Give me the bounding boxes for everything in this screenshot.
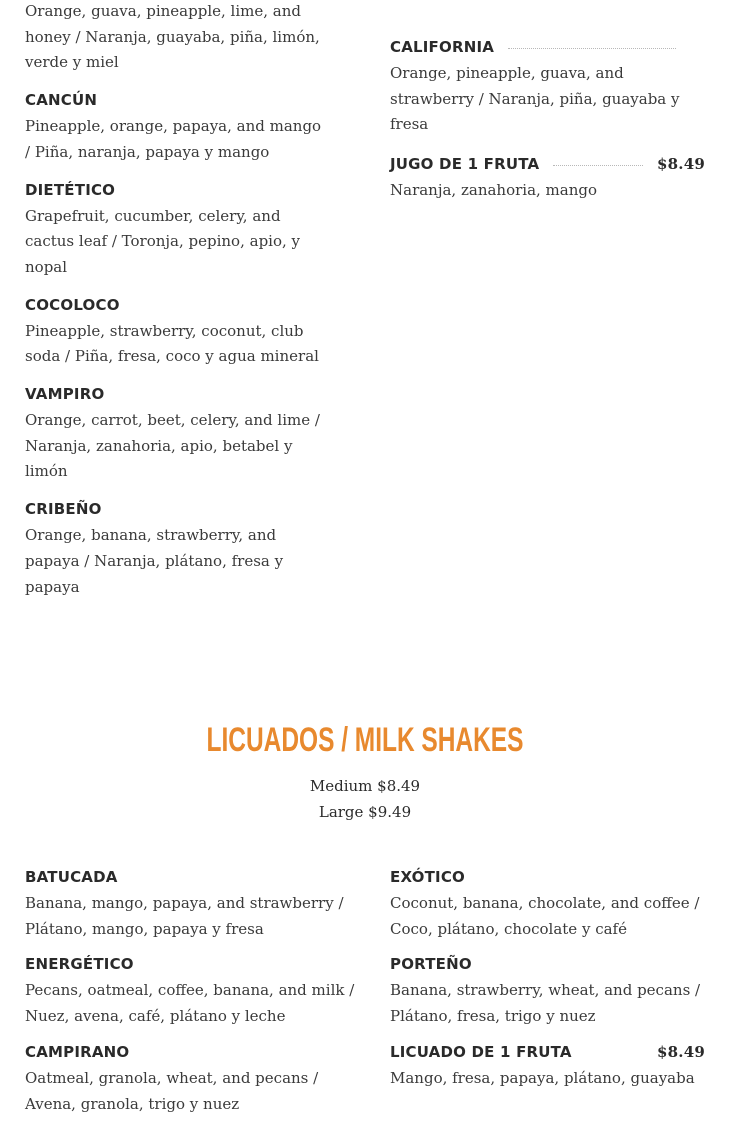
menu-item-cocoloco — [25, 295, 325, 370]
menu-item-vampiro — [25, 384, 325, 485]
leader-dots — [553, 165, 643, 166]
item-description: Naranja, zanahoria, mango — [390, 181, 598, 200]
item-name — [25, 180, 325, 200]
item-description: Orange, banana, strawberry, and papaya / Naranja, plátano, fresa y papaya — [25, 526, 284, 596]
menu-item — [25, 0, 325, 76]
item-name-text: CAMPIRANO — [25, 1042, 130, 1061]
juices-left-column — [25, 0, 325, 612]
item-name-text: COCOLOCO — [25, 295, 120, 314]
item-description: Banana, strawberry, wheat, and pecans / Plátano, fresa, trigo y nuez — [390, 981, 701, 1026]
item-description: Banana, mango, papaya, and strawberry / Plátano, mango, papaya y fresa — [25, 894, 344, 938]
leader-dots — [508, 48, 676, 49]
item-description: Oatmeal, granola, wheat, and pecans / Avena, granola, trigo y nuez — [25, 1068, 319, 1113]
item-name-text: DIETÉTICO — [25, 180, 116, 199]
item-name — [390, 954, 705, 974]
item-description: Orange, pineapple, guava, and strawberry / Naranja, piña, guayaba y fresa — [390, 64, 680, 134]
item-name-text: ENERGÉTICO — [25, 955, 134, 974]
menu-item-dietetico — [25, 180, 325, 281]
item-description: Mango, fresa, papaya, plátano, guayaba — [390, 1068, 695, 1087]
item-price: $8.49 — [657, 155, 705, 174]
item-name — [25, 1042, 360, 1062]
item-name — [390, 1042, 705, 1062]
menu-item-campirano — [25, 1042, 360, 1117]
size-prices — [0, 773, 730, 825]
item-description: Pineapple, strawberry, coconut, club soda / Piña, fresa, coco y agua mineral — [25, 321, 319, 366]
item-name — [390, 37, 705, 57]
menu-item-jugo-1-fruta — [390, 154, 705, 204]
price-large: Large $9.49 — [318, 803, 412, 821]
item-description: Pecans, oatmeal, coffee, banana, and milk / Nuez, avena, café, plátano y leche — [25, 981, 355, 1026]
menu-item-licuado-1-fruta — [390, 1042, 705, 1092]
item-name-text: CALIFORNIA — [390, 38, 495, 56]
menu-item-cribeno — [25, 499, 325, 600]
item-name-text: BATUCADA — [25, 868, 118, 886]
item-name — [25, 295, 325, 315]
item-name-text: VAMPIRO — [25, 385, 105, 404]
item-price: $8.49 — [657, 1042, 705, 1061]
item-description: Coconut, banana, chocolate, and coffee / Coco, plátano, chocolate y café — [390, 894, 700, 938]
item-name-text: JUGO DE 1 FRUTA — [390, 155, 540, 174]
item-name — [25, 384, 325, 404]
item-name-text: CRIBEÑO — [25, 500, 102, 519]
item-name — [25, 90, 325, 110]
item-description: Orange, guava, pineapple, lime, and honey / Naranja, guayaba, piña, limón, verde y miel — [25, 2, 320, 72]
item-name-text: EXÓTICO — [390, 868, 466, 886]
item-name — [390, 154, 705, 174]
menu-item-porteno — [390, 954, 705, 1029]
menu-item-california — [390, 37, 705, 138]
item-name-text: LICUADO DE 1 FRUTA — [390, 1042, 572, 1061]
menu-item-batucada — [25, 867, 360, 942]
item-description: Orange, carrot, beet, celery, and lime / Naranja, zanahoria, apio, betabel y limón — [25, 411, 320, 481]
item-name — [25, 954, 360, 974]
item-name — [390, 867, 705, 887]
price-medium: Medium $8.49 — [309, 777, 421, 795]
item-description: Pineapple, orange, papaya, and mango / Piña, naranja, papaya y mango — [25, 117, 322, 161]
shakes-left-column — [25, 867, 360, 1129]
item-name-text: CANCÚN — [25, 91, 98, 110]
section-title: LICUADOS / MILK SHAKES — [206, 721, 524, 759]
menu-item-energetico — [25, 954, 360, 1029]
item-name — [25, 867, 360, 887]
item-description: Grapefruit, cucumber, celery, and cactus leaf / Toronja, pepino, apio, y nopal — [25, 206, 301, 276]
item-name-text: PORTEÑO — [390, 955, 472, 974]
juices-right-column — [390, 37, 705, 216]
item-name — [25, 499, 325, 519]
menu-item-exotico — [390, 867, 705, 942]
menu-item-cancun — [25, 90, 325, 165]
shakes-right-column — [390, 867, 705, 1104]
